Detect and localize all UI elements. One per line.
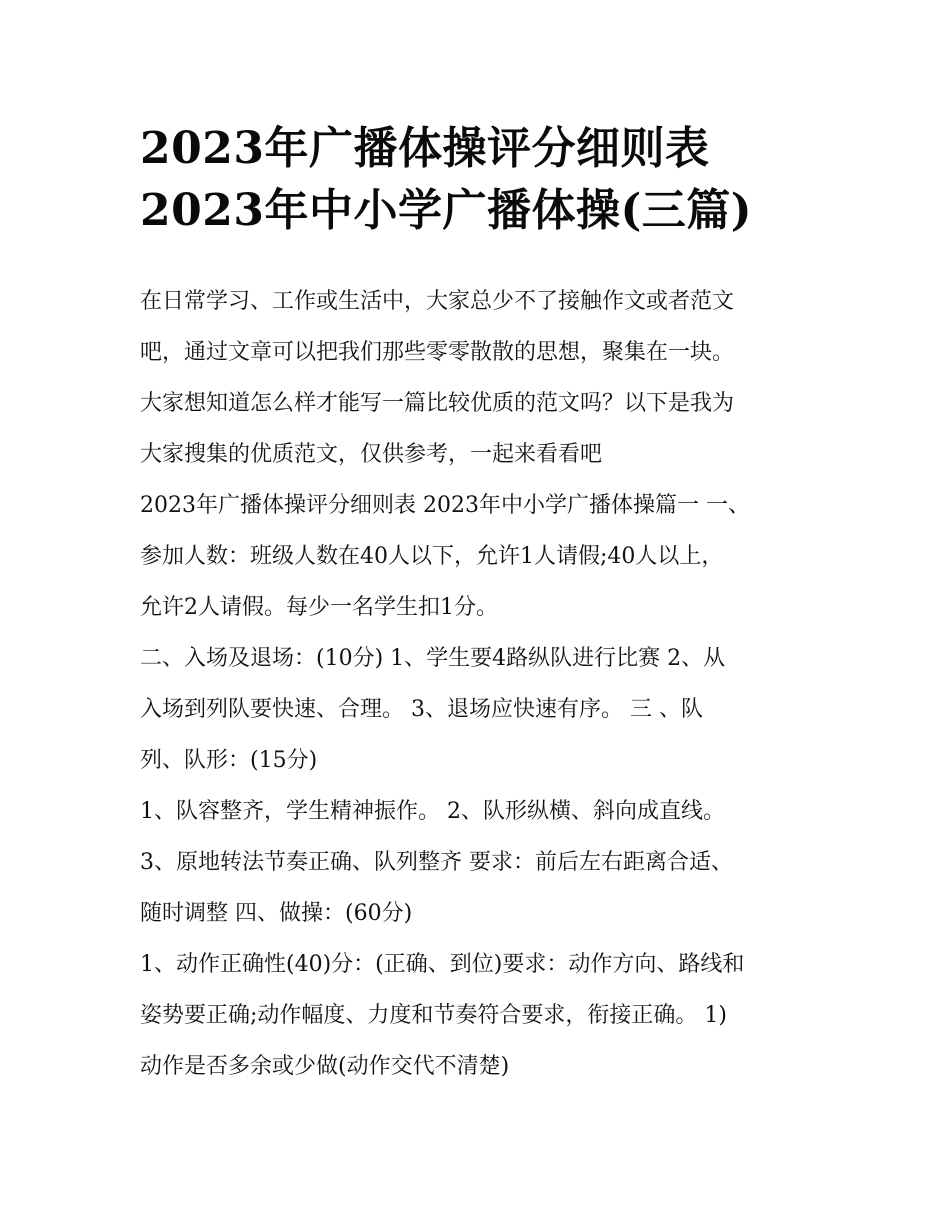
body-line: 入场到列队要快速、合理。 3、退场应快速有序。 三 、队 xyxy=(140,697,703,722)
body-line: 二、入场及退场：(10分) 1、学生要4路纵队进行比赛 2、从 xyxy=(140,646,726,671)
body-line: 允许2人请假。每少一名学生扣1分。 xyxy=(140,595,498,620)
title-line-1: 2023年广播体操评分细则表 xyxy=(140,123,710,174)
title-line-2: 2023年中小学广播体操(三篇) xyxy=(140,185,753,236)
body-line: 列、队形：(15分) xyxy=(140,748,318,773)
body-line: 在日常学习、工作或生活中，大家总少不了接触作文或者范文 xyxy=(140,289,735,314)
body-line: 2023年广播体操评分细则表 2023年中小学广播体操篇一 一、 xyxy=(140,493,750,518)
body-line: 吧，通过文章可以把我们那些零零散散的思想，聚集在一块。 xyxy=(140,340,735,365)
body-line: 随时调整 四、做操：(60分) xyxy=(140,901,413,926)
body-line: 大家搜集的优质范文，仅供参考，一起来看看吧 xyxy=(140,442,603,467)
document-body xyxy=(140,276,830,1092)
body-line: 大家想知道怎么样才能写一篇比较优质的范文吗？以下是我为 xyxy=(140,391,735,416)
body-line: 参加人数：班级人数在40人以下，允许1人请假;40人以上， xyxy=(140,544,724,569)
body-line: 动作是否多余或少做(动作交代不清楚) xyxy=(140,1054,510,1079)
body-line: 1、动作正确性(40)分：(正确、到位)要求：动作方向、路线和 xyxy=(140,952,745,977)
body-line: 3、原地转法节奏正确、队列整齐 要求：前后左右距离合适、 xyxy=(140,850,733,875)
body-line: 姿势要正确;动作幅度、力度和节奏符合要求，衔接正确。 1) xyxy=(140,1003,727,1028)
body-line: 1、队容整齐，学生精神振作。 2、队形纵横、斜向成直线。 xyxy=(140,799,725,824)
document-title xyxy=(140,118,830,242)
